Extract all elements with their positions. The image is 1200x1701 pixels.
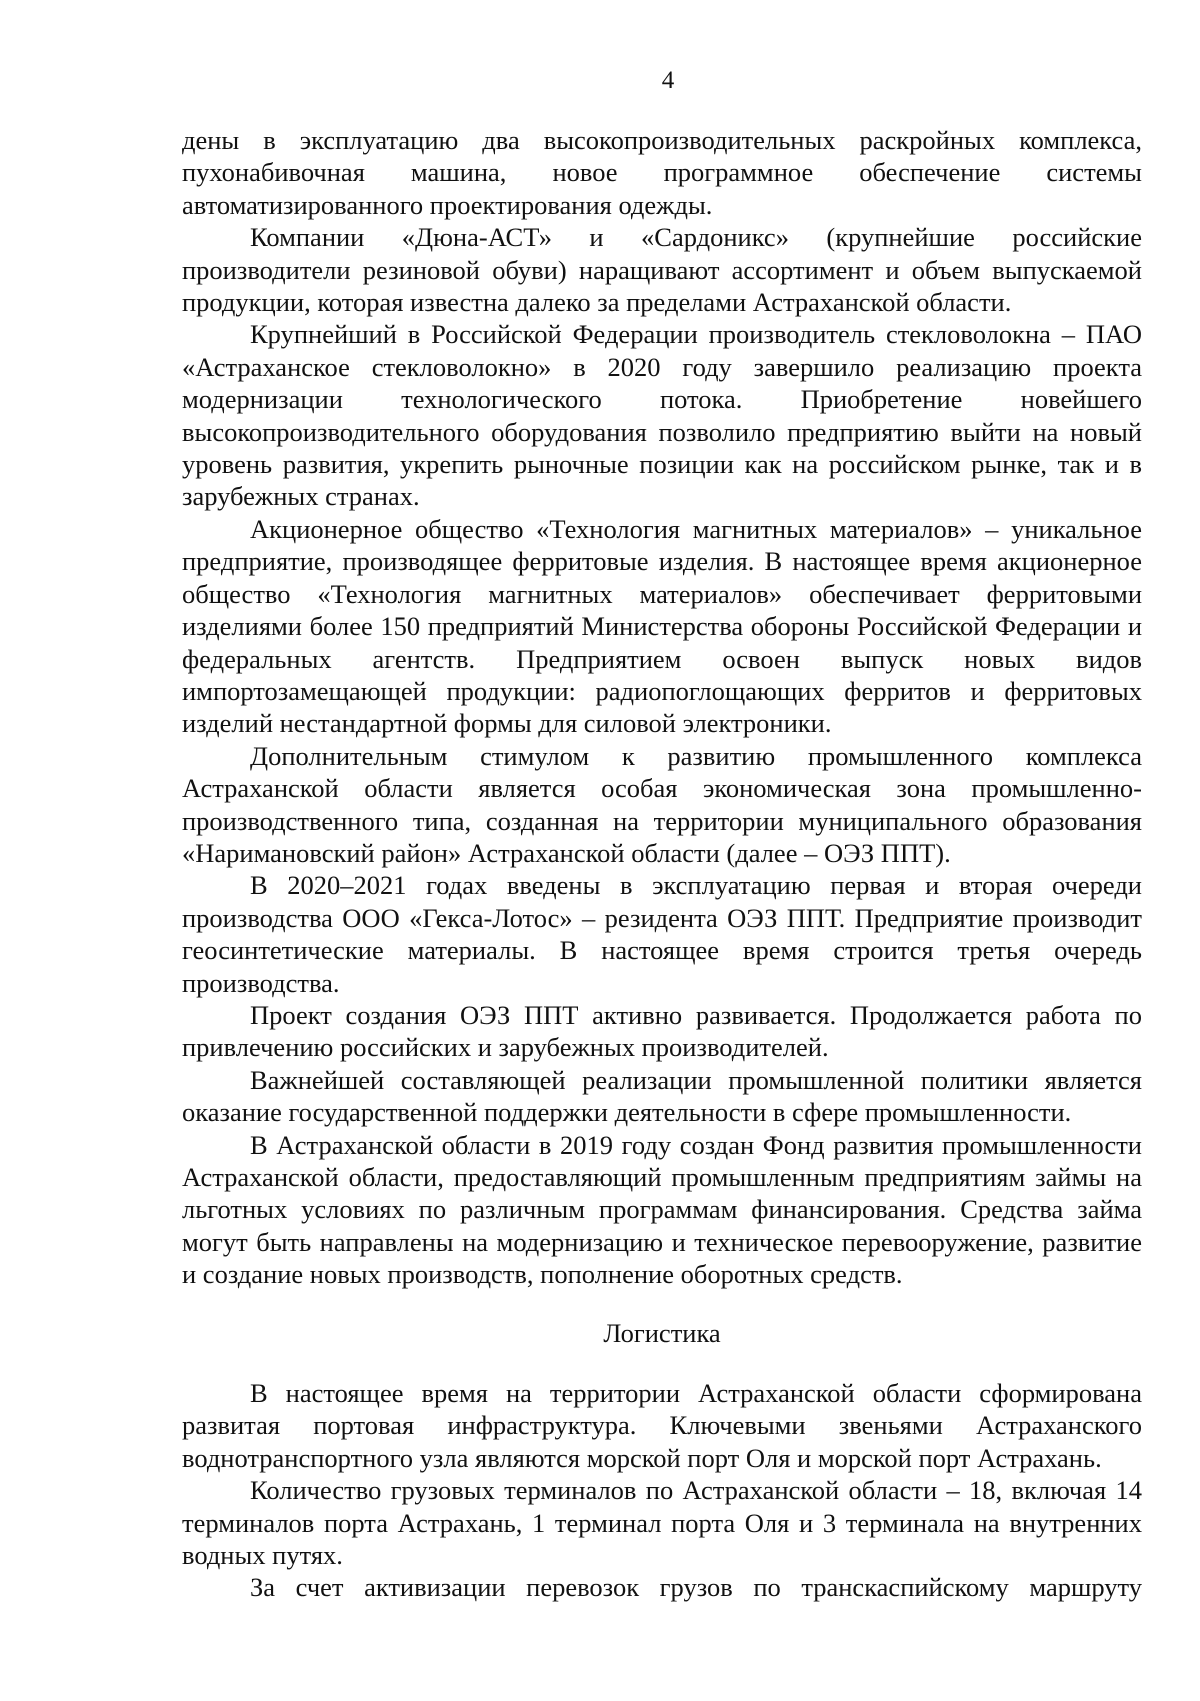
- paragraph-sez-project: Проект создания ОЭЗ ППТ активно развивается. Продолжается работа по привлечению российских и зарубежных производителей.: [182, 999, 1142, 1063]
- paragraph-magnetic-materials: Акционерное общество «Технология магнитных материалов» – уникальное предприятие, производящее ферритовые изделия. В настоящее время акционерное общество «Технология магнитных материалов» обеспечивает ферритовыми изделиями более 150 предприятий Министерства обороны Российской Федерации и федеральных агентств. Предприятием освоен выпуск новых видов импортозамещающей продукции: радиопоглощающих ферритов и ферритовых изделий нестандартной формы для силовой электроники.: [182, 513, 1142, 739]
- paragraph-cargo-terminals: Количество грузовых терминалов по Астраханской области – 18, включая 14 терминалов порта Астрахань, 1 терминал порта Оля и 3 терминала на внутренних водных путях.: [182, 1475, 1142, 1571]
- paragraph-development-fund: В Астраханской области в 2019 году создан Фонд развития промышленности Астраханской области, предоставляющий промышленным предприятиям займы на льготных условиях по различным программам финансирования. Средства займа могут быть направлены на модернизацию и техническое перевооружение, развитие и создание новых производств, пополнение оборотных средств.: [182, 1129, 1142, 1290]
- paragraph-special-economic-zone: Дополнительным стимулом к развитию промышленного комплекса Астраханской области является особая экономическая зона промышленно-производственного типа, созданная на территории муниципального образования «Наримановский район» Астраханской области (далее – ОЭЗ ППТ).: [182, 740, 1142, 868]
- document-body: [182, 124, 1142, 1604]
- paragraph-rubber-footwear: Компании «Дюна-АСТ» и «Сардоникс» (крупнейшие российские производители резиновой обуви) наращивают ассортимент и объем выпускаемой продукции, которая известна далеко за пределами Астраханской области.: [182, 222, 1142, 318]
- page-number: 4: [661, 67, 675, 94]
- paragraph-continuation: дены в эксплуатацию два высокопроизводительных раскройных комплекса, пухонабивочная машина, новое программное обеспечение системы автоматизированного проектирования одежды.: [182, 125, 1142, 220]
- paragraph-state-support: Важнейшей составляющей реализации промышленной политики является оказание государственной поддержки деятельности в сфере промышленности.: [182, 1064, 1142, 1128]
- paragraph-geksa-lotos: В 2020–2021 годах введены в эксплуатацию первая и вторая очереди производства ООО «Гекса-Лотос» – резидента ОЭЗ ППТ. Предприятие производит геосинтетические материалы. В настоящее время строится третья очередь производства.: [182, 870, 1142, 998]
- paragraph-fiberglass: Крупнейший в Российской Федерации производитель стекловолокна – ПАО «Астраханское стекловолокно» в 2020 году завершило реализацию проекта модернизации технологического потока. Приобретение новейшего высокопроизводительного оборудования позволило предприятию выйти на новый уровень развития, укрепить рыночные позиции как на российском рынке, так и в зарубежных странах.: [182, 319, 1142, 512]
- section-title-logistics: Логистика: [603, 1317, 721, 1348]
- paragraph-port-infrastructure: В настоящее время на территории Астраханской области сформирована развитая портовая инфраструктура. Ключевыми звеньями Астраханского воднотранспортного узла являются морской порт Оля и морской порт Астрахань.: [182, 1378, 1142, 1473]
- paragraph-transcaspian-route: За счет активизации перевозок грузов по транскаспийскому маршруту: [250, 1572, 1142, 1603]
